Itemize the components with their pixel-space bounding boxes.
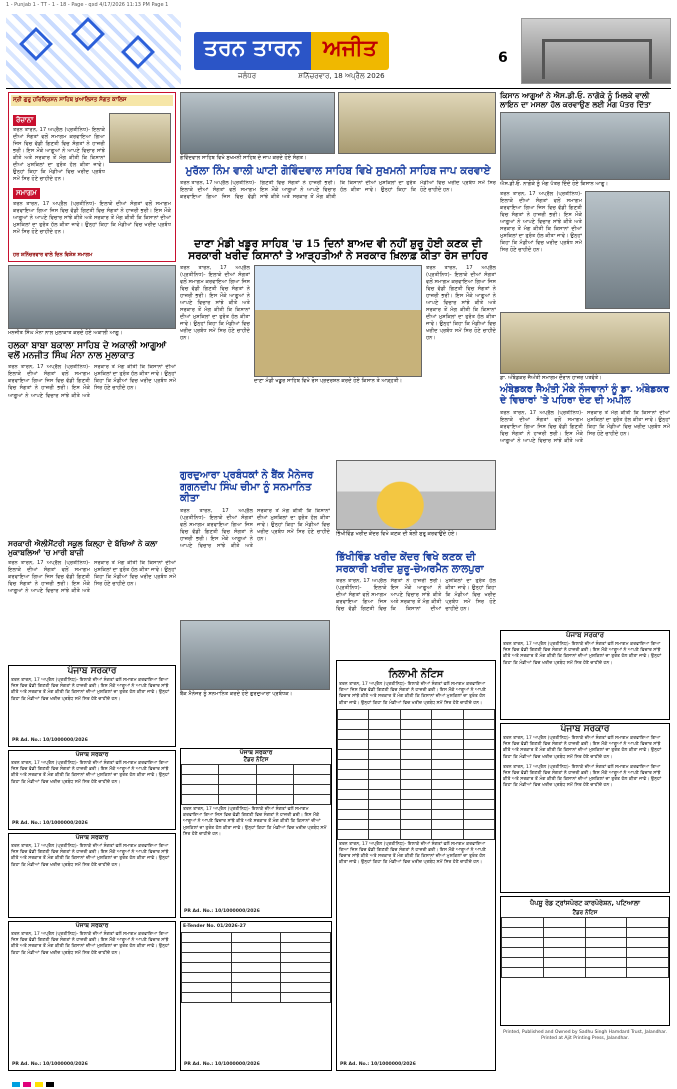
ad-nilami-table	[337, 709, 495, 840]
ad-title-2: ਪੰਜਾਬ ਸਰਕਾਰ	[75, 751, 109, 758]
gurudwara-ad-text2: ਤਰਨ ਤਾਰਨ, 17 ਅਪ੍ਰੈਲ (ਪ੍ਰਤੀਨਿਧ)- ਇਲਾਕੇ ਦੀਆਂ ਸੰਗਤਾਂ ਵਲੋਂ ਸਮਾਗਮ ਕਰਵਾਇਆ ਗਿਆ ਜਿਸ ਵਿਚ ਵੱਡੀ ਗਿਣਤੀ ਵਿਚ ਸੰਗਤਾਂ ਨੇ ਹਾਜ਼ਰੀ ਭਰੀ। ਇਸ ਮੌਕੇ ਆਗੂਆਂ ਨੇ ਆਪਣੇ ਵਿਚਾਰ ਸਾਂਝੇ ਕੀਤੇ ਅਤੇ ਸਰਕਾਰ ਤੋਂ ਮੰਗ ਕੀਤੀ ਕਿ ਕਿਸਾਨਾਂ ਦੀਆਂ ਮੁਸ਼ਕਿਲਾਂ ਦਾ ਤੁਰੰਤ ਹੱਲ ਕੀਤਾ ਜਾਵੇ। ਉਨ੍ਹਾਂ ਕਿਹਾ ਕਿ ਮੰਡੀਆਂ ਵਿਚ ਖਰੀਦ ਪ੍ਰਬੰਧ ਸਮੇਂ ਸਿਰ ਹੋਣੇ ਚਾਹੀਦੇ ਹਨ।	[13, 201, 171, 236]
ad-tender-table	[181, 764, 331, 805]
s6-headline: ਭਿੱਖੀਵਿੰਡ ਖਰੀਦ ਕੇਂਦਰ ਵਿਖੇ ਕਣਕ ਦੀ ਸਰਕਾਰੀ ਖਰੀਦ ਸ਼ੁਰੂ-ਚੇਅਰਮੈਨ ਲਾਲਪੁਰਾ	[336, 552, 484, 575]
gurudwara-ad-note: ਹਰ ਸ਼ਨਿੱਚਰਵਾਰ ਵਾਲੇ ਦਿਨ ਵਿਸ਼ੇਸ਼ ਸਮਾਗਮ	[13, 252, 93, 258]
s1-body: ਤਰਨ ਤਾਰਨ, 17 ਅਪ੍ਰੈਲ (ਪ੍ਰਤੀਨਿਧ)- ਇਲਾਕੇ ਦੀਆਂ ਸੰਗਤਾਂ ਵਲੋਂ ਸਮਾਗਮ ਕਰਵਾਇਆ ਗਿਆ ਜਿਸ ਵਿਚ ਵੱਡੀ ਗਿਣਤੀ ਵਿਚ ਸੰਗਤਾਂ ਨੇ ਹਾਜ਼ਰੀ ਭਰੀ। ਇਸ ਮੌਕੇ ਆਗੂਆਂ ਨੇ ਆਪਣੇ ਵਿਚਾਰ ਸਾਂਝੇ ਕੀਤੇ ਅਤੇ ਸਰਕਾਰ ਤੋਂ ਮੰਗ ਕੀਤੀ ਕਿ ਕਿਸਾਨਾਂ ਦੀਆਂ ਮੁਸ਼ਕਿਲਾਂ ਦਾ ਤੁਰੰਤ ਹੱਲ ਕੀਤਾ ਜਾਵੇ। ਉਨ੍ਹਾਂ ਕਿਹਾ ਕਿ ਮੰਡੀਆਂ ਵਿਚ ਖਰੀਦ ਪ੍ਰਬੰਧ ਸਮੇਂ ਸਿਰ ਹੋਣੇ ਚਾਹੀਦੇ ਹਨ।	[180, 179, 496, 200]
ad-tender-1	[180, 748, 332, 918]
ad-etender	[180, 921, 332, 1071]
ad-text-right: ਤਰਨ ਤਾਰਨ, 17 ਅਪ੍ਰੈਲ (ਪ੍ਰਤੀਨਿਧ)- ਇਲਾਕੇ ਦੀਆਂ ਸੰਗਤਾਂ ਵਲੋਂ ਸਮਾਗਮ ਕਰਵਾਇਆ ਗਿਆ ਜਿਸ ਵਿਚ ਵੱਡੀ ਗਿਣਤੀ ਵਿਚ ਸੰਗਤਾਂ ਨੇ ਹਾਜ਼ਰੀ ਭਰੀ। ਇਸ ਮੌਕੇ ਆਗੂਆਂ ਨੇ ਆਪਣੇ ਵਿਚਾਰ ਸਾਂਝੇ ਕੀਤੇ ਅਤੇ ਸਰਕਾਰ ਤੋਂ ਮੰਗ ਕੀਤੀ ਕਿ ਕਿਸਾਨਾਂ ਦੀਆਂ ਮੁਸ਼ਕਿਲਾਂ ਦਾ ਤੁਰੰਤ ਹੱਲ ਕੀਤਾ ਜਾਵੇ। ਉਨ੍ਹਾਂ ਕਿਹਾ ਕਿ ਮੰਡੀਆਂ ਵਿਚ ਖਰੀਦ ਪ੍ਰਬੰਧ ਸਮੇਂ ਸਿਰ ਹੋਣੇ ਚਾਹੀਦੇ ਹਨ।	[503, 642, 662, 666]
ad-nilami-text2: ਤਰਨ ਤਾਰਨ, 17 ਅਪ੍ਰੈਲ (ਪ੍ਰਤੀਨਿਧ)- ਇਲਾਕੇ ਦੀਆਂ ਸੰਗਤਾਂ ਵਲੋਂ ਸਮਾਗਮ ਕਰਵਾਇਆ ਗਿਆ ਜਿਸ ਵਿਚ ਵੱਡੀ ਗਿਣਤੀ ਵਿਚ ਸੰਗਤਾਂ ਨੇ ਹਾਜ਼ਰੀ ਭਰੀ। ਇਸ ਮੌਕੇ ਆਗੂਆਂ ਨੇ ਆਪਣੇ ਵਿਚਾਰ ਸਾਂਝੇ ਕੀਤੇ ਅਤੇ ਸਰਕਾਰ ਤੋਂ ਮੰਗ ਕੀਤੀ ਕਿ ਕਿਸਾਨਾਂ ਦੀਆਂ ਮੁਸ਼ਕਿਲਾਂ ਦਾ ਤੁਰੰਤ ਹੱਲ ਕੀਤਾ ਜਾਵੇ। ਉਨ੍ਹਾਂ ਕਿਹਾ ਕਿ ਮੰਡੀਆਂ ਵਿਚ ਖਰੀਦ ਪ੍ਰਬੰਧ ਸਮੇਂ ਸਿਰ ਹੋਣੇ ਚਾਹੀਦੇ ਹਨ।	[339, 841, 486, 866]
ad-text-right3: ਤਰਨ ਤਾਰਨ, 17 ਅਪ੍ਰੈਲ (ਪ੍ਰਤੀਨਿਧ)- ਇਲਾਕੇ ਦੀਆਂ ਸੰਗਤਾਂ ਵਲੋਂ ਸਮਾਗਮ ਕਰਵਾਇਆ ਗਿਆ ਜਿਸ ਵਿਚ ਵੱਡੀ ਗਿਣਤੀ ਵਿਚ ਸੰਗਤਾਂ ਨੇ ਹਾਜ਼ਰੀ ਭਰੀ। ਇਸ ਮੌਕੇ ਆਗੂਆਂ ਨੇ ਆਪਣੇ ਵਿਚਾਰ ਸਾਂਝੇ ਕੀਤੇ ਅਤੇ ਸਰਕਾਰ ਤੋਂ ਮੰਗ ਕੀਤੀ ਕਿ ਕਿਸਾਨਾਂ ਦੀਆਂ ਮੁਸ਼ਕਿਲਾਂ ਦਾ ਤੁਰੰਤ ਹੱਲ ਕੀਤਾ ਜਾਵੇ। ਉਨ੍ਹਾਂ ਕਿਹਾ ਕਿ ਮੰਡੀਆਂ ਵਿਚ ਖਰੀਦ ਪ੍ਰਬੰਧ ਸਮੇਂ ਸਿਰ ਹੋਣੇ ਚਾਹੀਦੇ ਹਨ।	[503, 764, 662, 789]
ad-title-right: ਪੰਜਾਬ ਸਰਕਾਰ	[565, 631, 604, 639]
gurudwara-ad-text: ਤਰਨ ਤਾਰਨ, 17 ਅਪ੍ਰੈਲ (ਪ੍ਰਤੀਨਿਧ)- ਇਲਾਕੇ ਦੀਆਂ ਸੰਗਤਾਂ ਵਲੋਂ ਸਮਾਗਮ ਕਰਵਾਇਆ ਗਿਆ ਜਿਸ ਵਿਚ ਵੱਡੀ ਗਿਣਤੀ ਵਿਚ ਸੰਗਤਾਂ ਨੇ ਹਾਜ਼ਰੀ ਭਰੀ। ਇਸ ਮੌਕੇ ਆਗੂਆਂ ਨੇ ਆਪਣੇ ਵਿਚਾਰ ਸਾਂਝੇ ਕੀਤੇ ਅਤੇ ਸਰਕਾਰ ਤੋਂ ਮੰਗ ਕੀਤੀ ਕਿ ਕਿਸਾਨਾਂ ਦੀਆਂ ਮੁਸ਼ਕਿਲਾਂ ਦਾ ਤੁਰੰਤ ਹੱਲ ਕੀਤਾ ਜਾਵੇ। ਉਨ੍ਹਾਂ ਕਿਹਾ ਕਿ ਮੰਡੀਆਂ ਵਿਚ ਖਰੀਦ ਪ੍ਰਬੰਧ ਸਮੇਂ ਸਿਰ ਹੋਣੇ ਚਾਹੀਦੇ ਹਨ।	[13, 127, 105, 183]
s4-body: ਤਰਨ ਤਾਰਨ, 17 ਅਪ੍ਰੈਲ (ਪ੍ਰਤੀਨਿਧ)- ਇਲਾਕੇ ਦੀਆਂ ਸੰਗਤਾਂ ਵਲੋਂ ਸਮਾਗਮ ਕਰਵਾਇਆ ਗਿਆ ਜਿਸ ਵਿਚ ਵੱਡੀ ਗਿਣਤੀ ਵਿਚ ਸੰਗਤਾਂ ਨੇ ਹਾਜ਼ਰੀ ਭਰੀ। ਇਸ ਮੌਕੇ ਆਗੂਆਂ ਨੇ ਆਪਣੇ ਵਿਚਾਰ ਸਾਂਝੇ ਕੀਤੇ ਅਤੇ ਸਰਕਾਰ ਤੋਂ ਮੰਗ ਕੀਤੀ ਕਿ ਕਿਸਾਨਾਂ ਦੀਆਂ ਮੁਸ਼ਕਿਲਾਂ ਦਾ ਤੁਰੰਤ ਹੱਲ ਕੀਤਾ ਜਾਵੇ। ਉਨ੍ਹਾਂ ਕਿਹਾ ਕਿ ਮੰਡੀਆਂ ਵਿਚ ਖਰੀਦ ਪ੍ਰਬੰਧ ਸਮੇਂ ਸਿਰ ਹੋਣੇ ਚਾਹੀਦੇ ਹਨ।	[180, 507, 330, 549]
ad-punjab-sarkar-right2	[500, 723, 670, 893]
gurudwara-photo	[109, 113, 171, 163]
masthead-date: ਸ਼ਨਿੱਚਰਵਾਰ, 18 ਅਪ੍ਰੈਲ 2026	[298, 72, 385, 80]
ad-pr-6: PR Ad. No.: 10/1000000/2026	[340, 1061, 416, 1067]
ad-etender-table	[181, 932, 331, 1003]
ad-title-right2: ਪੰਜਾਬ ਸਰਕਾਰ	[560, 724, 610, 734]
s6-body: ਤਰਨ ਤਾਰਨ, 17 ਅਪ੍ਰੈਲ (ਪ੍ਰਤੀਨਿਧ)- ਇਲਾਕੇ ਦੀਆਂ ਸੰਗਤਾਂ ਵਲੋਂ ਸਮਾਗਮ ਕਰਵਾਇਆ ਗਿਆ ਜਿਸ ਵਿਚ ਵੱਡੀ ਗਿਣਤੀ ਵਿਚ ਸੰਗਤਾਂ ਨੇ ਹਾਜ਼ਰੀ ਭਰੀ। ਇਸ ਮੌਕੇ ਆਗੂਆਂ ਨੇ ਆਪਣੇ ਵਿਚਾਰ ਸਾਂਝੇ ਕੀਤੇ ਅਤੇ ਸਰਕਾਰ ਤੋਂ ਮੰਗ ਕੀਤੀ ਕਿ ਕਿਸਾਨਾਂ ਦੀਆਂ ਮੁਸ਼ਕਿਲਾਂ ਦਾ ਤੁਰੰਤ ਹੱਲ ਕੀਤਾ ਜਾਵੇ। ਉਨ੍ਹਾਂ ਕਿਹਾ ਕਿ ਮੰਡੀਆਂ ਵਿਚ ਖਰੀਦ ਪ੍ਰਬੰਧ ਸਮੇਂ ਸਿਰ ਹੋਣੇ ਚਾਹੀਦੇ ਹਨ।	[336, 578, 496, 613]
ad-title-5: ਪੰਜਾਬ ਸਰਕਾਰ	[239, 749, 273, 756]
ad-nilami-title: ਨਿਲਾਮੀ ਨੋਟਿਸ	[388, 669, 444, 680]
masthead-pattern	[6, 14, 181, 88]
ad-nilami	[336, 660, 496, 1071]
s8-body: ਤਰਨ ਤਾਰਨ, 17 ਅਪ੍ਰੈਲ (ਪ੍ਰਤੀਨਿਧ)- ਇਲਾਕੇ ਦੀਆਂ ਸੰਗਤਾਂ ਵਲੋਂ ਸਮਾਗਮ ਕਰਵਾਇਆ ਗਿਆ ਜਿਸ ਵਿਚ ਵੱਡੀ ਗਿਣਤੀ ਵਿਚ ਸੰਗਤਾਂ ਨੇ ਹਾਜ਼ਰੀ ਭਰੀ। ਇਸ ਮੌਕੇ ਆਗੂਆਂ ਨੇ ਆਪਣੇ ਵਿਚਾਰ ਸਾਂਝੇ ਕੀਤੇ ਅਤੇ ਸਰਕਾਰ ਤੋਂ ਮੰਗ ਕੀਤੀ ਕਿ ਕਿਸਾਨਾਂ ਦੀਆਂ ਮੁਸ਼ਕਿਲਾਂ ਦਾ ਤੁਰੰਤ ਹੱਲ ਕੀਤਾ ਜਾਵੇ। ਉਨ੍ਹਾਂ ਕਿਹਾ ਕਿ ਮੰਡੀਆਂ ਵਿਚ ਖਰੀਦ ਪ੍ਰਬੰਧ ਸਮੇਂ ਸਿਰ ਹੋਣੇ ਚਾਹੀਦੇ ਹਨ।	[500, 409, 670, 444]
ad-text-3: ਤਰਨ ਤਾਰਨ, 17 ਅਪ੍ਰੈਲ (ਪ੍ਰਤੀਨਿਧ)- ਇਲਾਕੇ ਦੀਆਂ ਸੰਗਤਾਂ ਵਲੋਂ ਸਮਾਗਮ ਕਰਵਾਇਆ ਗਿਆ ਜਿਸ ਵਿਚ ਵੱਡੀ ਗਿਣਤੀ ਵਿਚ ਸੰਗਤਾਂ ਨੇ ਹਾਜ਼ਰੀ ਭਰੀ। ਇਸ ਮੌਕੇ ਆਗੂਆਂ ਨੇ ਆਪਣੇ ਵਿਚਾਰ ਸਾਂਝੇ ਕੀਤੇ ਅਤੇ ਸਰਕਾਰ ਤੋਂ ਮੰਗ ਕੀਤੀ ਕਿ ਕਿਸਾਨਾਂ ਦੀਆਂ ਮੁਸ਼ਕਿਲਾਂ ਦਾ ਤੁਰੰਤ ਹੱਲ ਕੀਤਾ ਜਾਵੇ। ਉਨ੍ਹਾਂ ਕਿਹਾ ਕਿ ਮੰਡੀਆਂ ਵਿਚ ਖਰੀਦ ਪ੍ਰਬੰਧ ਸਮੇਂ ਸਿਰ ਹੋਣੇ ਚਾਹੀਦੇ ਹਨ।	[11, 844, 170, 868]
s2-body-left: ਤਰਨ ਤਾਰਨ, 17 ਅਪ੍ਰੈਲ (ਪ੍ਰਤੀਨਿਧ)- ਇਲਾਕੇ ਦੀਆਂ ਸੰਗਤਾਂ ਵਲੋਂ ਸਮਾਗਮ ਕਰਵਾਇਆ ਗਿਆ ਜਿਸ ਵਿਚ ਵੱਡੀ ਗਿਣਤੀ ਵਿਚ ਸੰਗਤਾਂ ਨੇ ਹਾਜ਼ਰੀ ਭਰੀ। ਇਸ ਮੌਕੇ ਆਗੂਆਂ ਨੇ ਆਪਣੇ ਵਿਚਾਰ ਸਾਂਝੇ ਕੀਤੇ ਅਤੇ ਸਰਕਾਰ ਤੋਂ ਮੰਗ ਕੀਤੀ ਕਿ ਕਿਸਾਨਾਂ ਦੀਆਂ ਮੁਸ਼ਕਿਲਾਂ ਦਾ ਤੁਰੰਤ ਹੱਲ ਕੀਤਾ ਜਾਵੇ। ਉਨ੍ਹਾਂ ਕਿਹਾ ਕਿ ਮੰਡੀਆਂ ਵਿਚ ਖਰੀਦ ਪ੍ਰਬੰਧ ਸਮੇਂ ਸਿਰ ਹੋਣੇ ਚਾਹੀਦੇ ਹਨ।	[180, 264, 250, 342]
meeting-caption: ਮਨਜੀਤ ਸਿੰਘ ਮੰਨਾ ਨਾਲ ਮੁਲਾਕਾਤ ਕਰਦੇ ਹੋਏ ਅਕਾਲੀ ਆਗੂ।	[8, 330, 123, 336]
ad-title-3: ਪੰਜਾਬ ਸਰਕਾਰ	[75, 834, 109, 841]
s7-headline: ਕਿਸਾਨ ਆਗੂਆਂ ਨੇ ਐਸ.ਡੀ.ਓ. ਨਾਗੋਕੇ ਨੂੰ ਮਿਲਕੇ ਵਾਲੀ ਲਾਇਨ ਦਾ ਮਸਲਾ ਹੱਲ ਕਰਵਾਉਣ ਲਈ ਮੰਗ ਪੱਤਰ ਦਿੱਤਾ	[500, 91, 651, 109]
ad-text-2: ਤਰਨ ਤਾਰਨ, 17 ਅਪ੍ਰੈਲ (ਪ੍ਰਤੀਨਿਧ)- ਇਲਾਕੇ ਦੀਆਂ ਸੰਗਤਾਂ ਵਲੋਂ ਸਮਾਗਮ ਕਰਵਾਇਆ ਗਿਆ ਜਿਸ ਵਿਚ ਵੱਡੀ ਗਿਣਤੀ ਵਿਚ ਸੰਗਤਾਂ ਨੇ ਹਾਜ਼ਰੀ ਭਰੀ। ਇਸ ਮੌਕੇ ਆਗੂਆਂ ਨੇ ਆਪਣੇ ਵਿਚਾਰ ਸਾਂਝੇ ਕੀਤੇ ਅਤੇ ਸਰਕਾਰ ਤੋਂ ਮੰਗ ਕੀਤੀ ਕਿ ਕਿਸਾਨਾਂ ਦੀਆਂ ਮੁਸ਼ਕਿਲਾਂ ਦਾ ਤੁਰੰਤ ਹੱਲ ਕੀਤਾ ਜਾਵੇ। ਉਨ੍ਹਾਂ ਕਿਹਾ ਕਿ ਮੰਡੀਆਂ ਵਿਚ ਖਰੀਦ ਪ੍ਰਬੰਧ ਸਮੇਂ ਸਿਰ ਹੋਣੇ ਚਾਹੀਦੇ ਹਨ।	[11, 761, 170, 785]
masthead-title	[194, 32, 494, 70]
s7-caption: ਐਸ.ਡੀ.ਓ. ਨਾਗੋਕੇ ਨੂੰ ਮੰਗ ਪੱਤਰ ਦਿੰਦੇ ਹੋਏ ਕਿਸਾਨ ਆਗੂ।	[500, 181, 609, 188]
ad-pepsu	[500, 896, 670, 1026]
ad-punjab-sarkar-1	[8, 665, 176, 747]
s6-photo	[336, 460, 496, 530]
s4-headline: ਗੁਰਦੁਆਰਾ ਪ੍ਰਬੰਧਕਾਂ ਨੇ ਬੈਂਕ ਮੈਨੇਜਰ ਗਗਨਦੀਪ ਸਿੰਘ ਚੀਮਾ ਨੂੰ ਸਨਮਾਨਿਤ ਕੀਤਾ	[180, 470, 314, 504]
ad-pr-2: PR Ad. No.: 10/1000000/2026	[12, 820, 88, 826]
imprint: Printed, Published and Owned by Sadhu Singh Hamdard Trust, Jalandhar. Printed at Ajit Printing Press, Jalandhar.	[503, 1030, 667, 1041]
print-slug: 1 - Punjab 1 - TT - 1 - 18 - Page - qxd 4/17/2026 11:13 PM Page 1	[6, 2, 169, 8]
ad-title-1: ਪੰਜਾਬ ਸਰਕਾਰ	[67, 666, 117, 676]
masthead-title-part1: ਤਰਨ ਤਾਰਨ	[194, 32, 311, 70]
ad-punjab-sarkar-4	[8, 921, 176, 1071]
ad-etender-title: E-Tender No. 01/2026-27	[183, 924, 247, 929]
masthead-subline	[238, 72, 425, 81]
s3-headline: ਹਲਕਾ ਬਾਬਾ ਬਕਾਲਾ ਸਾਹਿਬ ਦੇ ਅਕਾਲੀ ਆਗੂਆਂ ਵਲੋਂ ਮਨਜੀਤ ਸਿੰਘ ਮੰਨਾ ਨਾਲ ਮੁਲਾਕਾਤ	[8, 340, 167, 362]
s7-photo2	[585, 191, 670, 309]
ad-pepsu-title: ਪੈਪਸੂ ਰੋਡ ਟ੍ਰਾਂਸਪੋਰਟ ਕਾਰਪੋਰੇਸ਼ਨ, ਪਟਿਆਲਾ	[530, 899, 640, 907]
ad-tender-title: ਟੈਂਡਰ ਨੋਟਿਸ	[243, 757, 269, 763]
meeting-photo	[8, 265, 176, 329]
s8-caption: ਡਾ. ਅੰਬੇਡਕਰ ਜੈਅੰਤੀ ਸਮਾਗਮ ਦੌਰਾਨ ਹਾਜ਼ਰ ਪਤਵੰਤੇ।	[500, 375, 602, 381]
s2-caption: ਦਾਣਾ ਮੰਡੀ ਖਡੂਰ ਸਾਹਿਬ ਵਿਖੇ ਰੋਸ ਪ੍ਰਦਰਸ਼ਨ ਕਰਦੇ ਹੋਏ ਕਿਸਾਨ ਤੇ ਆੜ੍ਹਤੀ।	[254, 377, 403, 384]
gurudwara-ad	[8, 92, 176, 262]
s5-body: ਤਰਨ ਤਾਰਨ, 17 ਅਪ੍ਰੈਲ (ਪ੍ਰਤੀਨਿਧ)- ਇਲਾਕੇ ਦੀਆਂ ਸੰਗਤਾਂ ਵਲੋਂ ਸਮਾਗਮ ਕਰਵਾਇਆ ਗਿਆ ਜਿਸ ਵਿਚ ਵੱਡੀ ਗਿਣਤੀ ਵਿਚ ਸੰਗਤਾਂ ਨੇ ਹਾਜ਼ਰੀ ਭਰੀ। ਇਸ ਮੌਕੇ ਆਗੂਆਂ ਨੇ ਆਪਣੇ ਵਿਚਾਰ ਸਾਂਝੇ ਕੀਤੇ ਅਤੇ ਸਰਕਾਰ ਤੋਂ ਮੰਗ ਕੀਤੀ ਕਿ ਕਿਸਾਨਾਂ ਦੀਆਂ ਮੁਸ਼ਕਿਲਾਂ ਦਾ ਤੁਰੰਤ ਹੱਲ ਕੀਤਾ ਜਾਵੇ। ਉਨ੍ਹਾਂ ਕਿਹਾ ਕਿ ਮੰਡੀਆਂ ਵਿਚ ਖਰੀਦ ਪ੍ਰਬੰਧ ਸਮੇਂ ਸਿਰ ਹੋਣੇ ਚਾਹੀਦੇ ਹਨ।	[8, 560, 176, 595]
s4-photo	[180, 620, 330, 690]
s2-body-right: ਤਰਨ ਤਾਰਨ, 17 ਅਪ੍ਰੈਲ (ਪ੍ਰਤੀਨਿਧ)- ਇਲਾਕੇ ਦੀਆਂ ਸੰਗਤਾਂ ਵਲੋਂ ਸਮਾਗਮ ਕਰਵਾਇਆ ਗਿਆ ਜਿਸ ਵਿਚ ਵੱਡੀ ਗਿਣਤੀ ਵਿਚ ਸੰਗਤਾਂ ਨੇ ਹਾਜ਼ਰੀ ਭਰੀ। ਇਸ ਮੌਕੇ ਆਗੂਆਂ ਨੇ ਆਪਣੇ ਵਿਚਾਰ ਸਾਂਝੇ ਕੀਤੇ ਅਤੇ ਸਰਕਾਰ ਤੋਂ ਮੰਗ ਕੀਤੀ ਕਿ ਕਿਸਾਨਾਂ ਦੀਆਂ ਮੁਸ਼ਕਿਲਾਂ ਦਾ ਤੁਰੰਤ ਹੱਲ ਕੀਤਾ ਜਾਵੇ। ਉਨ੍ਹਾਂ ਕਿਹਾ ਕਿ ਮੰਡੀਆਂ ਵਿਚ ਖਰੀਦ ਪ੍ਰਬੰਧ ਸਮੇਂ ਸਿਰ ਹੋਣੇ ਚਾਹੀਦੇ ਹਨ।	[426, 264, 496, 342]
s3-body: ਤਰਨ ਤਾਰਨ, 17 ਅਪ੍ਰੈਲ (ਪ੍ਰਤੀਨਿਧ)- ਇਲਾਕੇ ਦੀਆਂ ਸੰਗਤਾਂ ਵਲੋਂ ਸਮਾਗਮ ਕਰਵਾਇਆ ਗਿਆ ਜਿਸ ਵਿਚ ਵੱਡੀ ਗਿਣਤੀ ਵਿਚ ਸੰਗਤਾਂ ਨੇ ਹਾਜ਼ਰੀ ਭਰੀ। ਇਸ ਮੌਕੇ ਆਗੂਆਂ ਨੇ ਆਪਣੇ ਵਿਚਾਰ ਸਾਂਝੇ ਕੀਤੇ ਅਤੇ ਸਰਕਾਰ ਤੋਂ ਮੰਗ ਕੀਤੀ ਕਿ ਕਿਸਾਨਾਂ ਦੀਆਂ ਮੁਸ਼ਕਿਲਾਂ ਦਾ ਤੁਰੰਤ ਹੱਲ ਕੀਤਾ ਜਾਵੇ। ਉਨ੍ਹਾਂ ਕਿਹਾ ਕਿ ਮੰਡੀਆਂ ਵਿਚ ਖਰੀਦ ਪ੍ਰਬੰਧ ਸਮੇਂ ਸਿਰ ਹੋਣੇ ਚਾਹੀਦੇ ਹਨ।	[8, 364, 176, 399]
ad-pr-4: PR Ad. No.: 10/1000000/2026	[184, 908, 260, 914]
s1-caption: ਗੋਵਿੰਦਵਾਲ ਸਾਹਿਬ ਵਿਖੇ ਸੁਖਮਨੀ ਸਾਹਿਬ ਦੇ ਜਾਪ ਕਰਦੇ ਹੋਏ ਸੰਗਤ।	[180, 155, 307, 161]
s1-headline: ਮੁਰੱਲਾ ਨਿੰਮ ਵਾਲੀ ਘਾਟੀ ਗੋਵਿੰਦਵਾਲ ਸਾਹਿਬ ਵਿਖੇ ਸੁਖਮਨੀ ਸਾਹਿਬ ਜਾਪ ਕਰਵਾਏ	[185, 164, 491, 177]
masthead-photo	[521, 18, 671, 84]
ad-pr-1: PR Ad. No.: 10/1000000/2026	[12, 737, 88, 743]
ad-text-4: ਤਰਨ ਤਾਰਨ, 17 ਅਪ੍ਰੈਲ (ਪ੍ਰਤੀਨਿਧ)- ਇਲਾਕੇ ਦੀਆਂ ਸੰਗਤਾਂ ਵਲੋਂ ਸਮਾਗਮ ਕਰਵਾਇਆ ਗਿਆ ਜਿਸ ਵਿਚ ਵੱਡੀ ਗਿਣਤੀ ਵਿਚ ਸੰਗਤਾਂ ਨੇ ਹਾਜ਼ਰੀ ਭਰੀ। ਇਸ ਮੌਕੇ ਆਗੂਆਂ ਨੇ ਆਪਣੇ ਵਿਚਾਰ ਸਾਂਝੇ ਕੀਤੇ ਅਤੇ ਸਰਕਾਰ ਤੋਂ ਮੰਗ ਕੀਤੀ ਕਿ ਕਿਸਾਨਾਂ ਦੀਆਂ ਮੁਸ਼ਕਿਲਾਂ ਦਾ ਤੁਰੰਤ ਹੱਲ ਕੀਤਾ ਜਾਵੇ। ਉਨ੍ਹਾਂ ਕਿਹਾ ਕਿ ਮੰਡੀਆਂ ਵਿਚ ਖਰੀਦ ਪ੍ਰਬੰਧ ਸਮੇਂ ਸਿਰ ਹੋਣੇ ਚਾਹੀਦੇ ਹਨ।	[11, 932, 170, 956]
s5-headline: ਸਰਕਾਰੀ ਐਲੀਮੈਂਟਰੀ ਸਕੂਲ ਕਿਲ੍ਹਾ ਦੇ ਬੱਚਿਆਂ ਨੇ ਕਲਾ ਮੁਕਾਬਲਿਆਂ 'ਚ ਮਾਰੀ ਬਾਜ਼ੀ	[8, 539, 158, 557]
gurudwara-ad-label1: ਰੋਜ਼ਾਨਾ	[13, 115, 36, 126]
ad-nilami-text: ਤਰਨ ਤਾਰਨ, 17 ਅਪ੍ਰੈਲ (ਪ੍ਰਤੀਨਿਧ)- ਇਲਾਕੇ ਦੀਆਂ ਸੰਗਤਾਂ ਵਲੋਂ ਸਮਾਗਮ ਕਰਵਾਇਆ ਗਿਆ ਜਿਸ ਵਿਚ ਵੱਡੀ ਗਿਣਤੀ ਵਿਚ ਸੰਗਤਾਂ ਨੇ ਹਾਜ਼ਰੀ ਭਰੀ। ਇਸ ਮੌਕੇ ਆਗੂਆਂ ਨੇ ਆਪਣੇ ਵਿਚਾਰ ਸਾਂਝੇ ਕੀਤੇ ਅਤੇ ਸਰਕਾਰ ਤੋਂ ਮੰਗ ਕੀਤੀ ਕਿ ਕਿਸਾਨਾਂ ਦੀਆਂ ਮੁਸ਼ਕਿਲਾਂ ਦਾ ਤੁਰੰਤ ਹੱਲ ਕੀਤਾ ਜਾਵੇ। ਉਨ੍ਹਾਂ ਕਿਹਾ ਕਿ ਮੰਡੀਆਂ ਵਿਚ ਖਰੀਦ ਪ੍ਰਬੰਧ ਸਮੇਂ ਸਿਰ ਹੋਣੇ ਚਾਹੀਦੇ ਹਨ।	[339, 682, 486, 706]
gurudwara-ad-label2: ਸਮਾਗਮ	[13, 188, 40, 199]
s7-body: ਤਰਨ ਤਾਰਨ, 17 ਅਪ੍ਰੈਲ (ਪ੍ਰਤੀਨਿਧ)- ਇਲਾਕੇ ਦੀਆਂ ਸੰਗਤਾਂ ਵਲੋਂ ਸਮਾਗਮ ਕਰਵਾਇਆ ਗਿਆ ਜਿਸ ਵਿਚ ਵੱਡੀ ਗਿਣਤੀ ਵਿਚ ਸੰਗਤਾਂ ਨੇ ਹਾਜ਼ਰੀ ਭਰੀ। ਇਸ ਮੌਕੇ ਆਗੂਆਂ ਨੇ ਆਪਣੇ ਵਿਚਾਰ ਸਾਂਝੇ ਕੀਤੇ ਅਤੇ ਸਰਕਾਰ ਤੋਂ ਮੰਗ ਕੀਤੀ ਕਿ ਕਿਸਾਨਾਂ ਦੀਆਂ ਮੁਸ਼ਕਿਲਾਂ ਦਾ ਤੁਰੰਤ ਹੱਲ ਕੀਤਾ ਜਾਵੇ। ਉਨ੍ਹਾਂ ਕਿਹਾ ਕਿ ਮੰਡੀਆਂ ਵਿਚ ਖਰੀਦ ਪ੍ਰਬੰਧ ਸਮੇਂ ਸਿਰ ਹੋਣੇ ਚਾਹੀਦੇ ਹਨ।	[500, 191, 582, 254]
ad-title-4: ਪੰਜਾਬ ਸਰਕਾਰ	[75, 922, 109, 929]
ad-text-1: ਤਰਨ ਤਾਰਨ, 17 ਅਪ੍ਰੈਲ (ਪ੍ਰਤੀਨਿਧ)- ਇਲਾਕੇ ਦੀਆਂ ਸੰਗਤਾਂ ਵਲੋਂ ਸਮਾਗਮ ਕਰਵਾਇਆ ਗਿਆ ਜਿਸ ਵਿਚ ਵੱਡੀ ਗਿਣਤੀ ਵਿਚ ਸੰਗਤਾਂ ਨੇ ਹਾਜ਼ਰੀ ਭਰੀ। ਇਸ ਮੌਕੇ ਆਗੂਆਂ ਨੇ ਆਪਣੇ ਵਿਚਾਰ ਸਾਂਝੇ ਕੀਤੇ ਅਤੇ ਸਰਕਾਰ ਤੋਂ ਮੰਗ ਕੀਤੀ ਕਿ ਕਿਸਾਨਾਂ ਦੀਆਂ ਮੁਸ਼ਕਿਲਾਂ ਦਾ ਤੁਰੰਤ ਹੱਲ ਕੀਤਾ ਜਾਵੇ। ਉਨ੍ਹਾਂ ਕਿਹਾ ਕਿ ਮੰਡੀਆਂ ਵਿਚ ਖਰੀਦ ਪ੍ਰਬੰਧ ਸਮੇਂ ਸਿਰ ਹੋਣੇ ਚਾਹੀਦੇ ਹਨ।	[11, 678, 170, 702]
s8-headline: ਅੰਬੇਡਕਰ ਜੈਅੰਤੀ ਮੌਕੇ ਨੌਜਵਾਨਾਂ ਨੂੰ ਡਾ. ਅੰਬੇਡਕਰ ਦੇ ਵਿਚਾਰਾਂ 'ਤੇ ਪਹਿਰਾ ਦੇਣ ਦੀ ਅਪੀਲ	[500, 383, 669, 406]
ad-pepsu-table	[501, 917, 669, 978]
ad-pepsu-sub: ਟੈਂਡਰ ਨੋਟਿਸ	[572, 910, 598, 916]
s6-caption: ਭਿੱਖੀਵਿੰਡ ਖਰੀਦ ਕੇਂਦਰ ਵਿਖੇ ਕਣਕ ਦੀ ਬੋਲੀ ਸ਼ੁਰੂ ਕਰਵਾਉਂਦੇ ਹੋਏ।	[336, 531, 458, 537]
s7-photo	[500, 112, 670, 180]
ad-punjab-sarkar-2	[8, 750, 176, 830]
masthead-title-part2: ਅਜੀਤ	[311, 32, 389, 70]
ad-text-right2: ਤਰਨ ਤਾਰਨ, 17 ਅਪ੍ਰੈਲ (ਪ੍ਰਤੀਨਿਧ)- ਇਲਾਕੇ ਦੀਆਂ ਸੰਗਤਾਂ ਵਲੋਂ ਸਮਾਗਮ ਕਰਵਾਇਆ ਗਿਆ ਜਿਸ ਵਿਚ ਵੱਡੀ ਗਿਣਤੀ ਵਿਚ ਸੰਗਤਾਂ ਨੇ ਹਾਜ਼ਰੀ ਭਰੀ। ਇਸ ਮੌਕੇ ਆਗੂਆਂ ਨੇ ਆਪਣੇ ਵਿਚਾਰ ਸਾਂਝੇ ਕੀਤੇ ਅਤੇ ਸਰਕਾਰ ਤੋਂ ਮੰਗ ਕੀਤੀ ਕਿ ਕਿਸਾਨਾਂ ਦੀਆਂ ਮੁਸ਼ਕਿਲਾਂ ਦਾ ਤੁਰੰਤ ਹੱਲ ਕੀਤਾ ਜਾਵੇ। ਉਨ੍ਹਾਂ ਕਿਹਾ ਕਿ ਮੰਡੀਆਂ ਵਿਚ ਖਰੀਦ ਪ੍ਰਬੰਧ ਸਮੇਂ ਸਿਰ ਹੋਣੇ ਚਾਹੀਦੇ ਹਨ।	[503, 736, 662, 760]
ad-pr-5: PR Ad. No.: 10/1000000/2026	[184, 1061, 260, 1067]
masthead-city: ਜਲੰਧਰ	[238, 72, 257, 80]
ad-pr-3: PR Ad. No.: 10/1000000/2026	[12, 1061, 88, 1067]
s2-photo	[254, 265, 422, 377]
s1-photo-right	[338, 92, 496, 154]
s1-photo-left	[180, 92, 335, 154]
page-number: 6	[498, 50, 508, 66]
ad-punjab-sarkar-3	[8, 833, 176, 918]
ad-text-5: ਤਰਨ ਤਾਰਨ, 17 ਅਪ੍ਰੈਲ (ਪ੍ਰਤੀਨਿਧ)- ਇਲਾਕੇ ਦੀਆਂ ਸੰਗਤਾਂ ਵਲੋਂ ਸਮਾਗਮ ਕਰਵਾਇਆ ਗਿਆ ਜਿਸ ਵਿਚ ਵੱਡੀ ਗਿਣਤੀ ਵਿਚ ਸੰਗਤਾਂ ਨੇ ਹਾਜ਼ਰੀ ਭਰੀ। ਇਸ ਮੌਕੇ ਆਗੂਆਂ ਨੇ ਆਪਣੇ ਵਿਚਾਰ ਸਾਂਝੇ ਕੀਤੇ ਅਤੇ ਸਰਕਾਰ ਤੋਂ ਮੰਗ ਕੀਤੀ ਕਿ ਕਿਸਾਨਾਂ ਦੀਆਂ ਮੁਸ਼ਕਿਲਾਂ ਦਾ ਤੁਰੰਤ ਹੱਲ ਕੀਤਾ ਜਾਵੇ। ਉਨ੍ਹਾਂ ਕਿਹਾ ਕਿ ਮੰਡੀਆਂ ਵਿਚ ਖਰੀਦ ਪ੍ਰਬੰਧ ਸਮੇਂ ਸਿਰ ਹੋਣੇ ਚਾਹੀਦੇ ਹਨ।	[183, 807, 327, 837]
ad-punjab-sarkar-right	[500, 630, 670, 720]
masthead	[6, 14, 671, 88]
gurudwara-ad-heading: ਸ੍ਰੀ ਗੁਰੂ ਹਰਿਕ੍ਰਿਸ਼ਨ ਸਾਹਿਬ ਖੁਆਲਿਸਤ ਸੰਗਤ ਕਾਲਿਸ	[11, 95, 173, 106]
page-footer	[0, 1079, 677, 1089]
s2-headline: ਦਾਣਾ ਮੰਡੀ ਖਡੂਰ ਸਾਹਿਬ 'ਚ 15 ਦਿਨਾਂ ਬਾਅਦ ਵੀ ਨਹੀਂ ਸ਼ੁਰੂ ਹੋਈ ਕਣਕ ਦੀ ਸਰਕਾਰੀ ਖਰੀਦ ਕਿਸਾਨਾਂ ਤੇ ਆੜ੍ਹਤੀਆਂ ਨੇ ਸਰਕਾਰ ਖ਼ਿਲਾਫ਼ ਕੀਤਾ ਰੋਸ ਜ਼ਾਹਿਰ	[188, 237, 488, 262]
s4-caption: ਬੈਂਕ ਮੈਨੇਜਰ ਨੂੰ ਸਨਮਾਨਿਤ ਕਰਦੇ ਹੋਏ ਗੁਰਦੁਆਰਾ ਪ੍ਰਬੰਧਕ।	[180, 691, 293, 697]
s8-photo	[500, 312, 670, 374]
